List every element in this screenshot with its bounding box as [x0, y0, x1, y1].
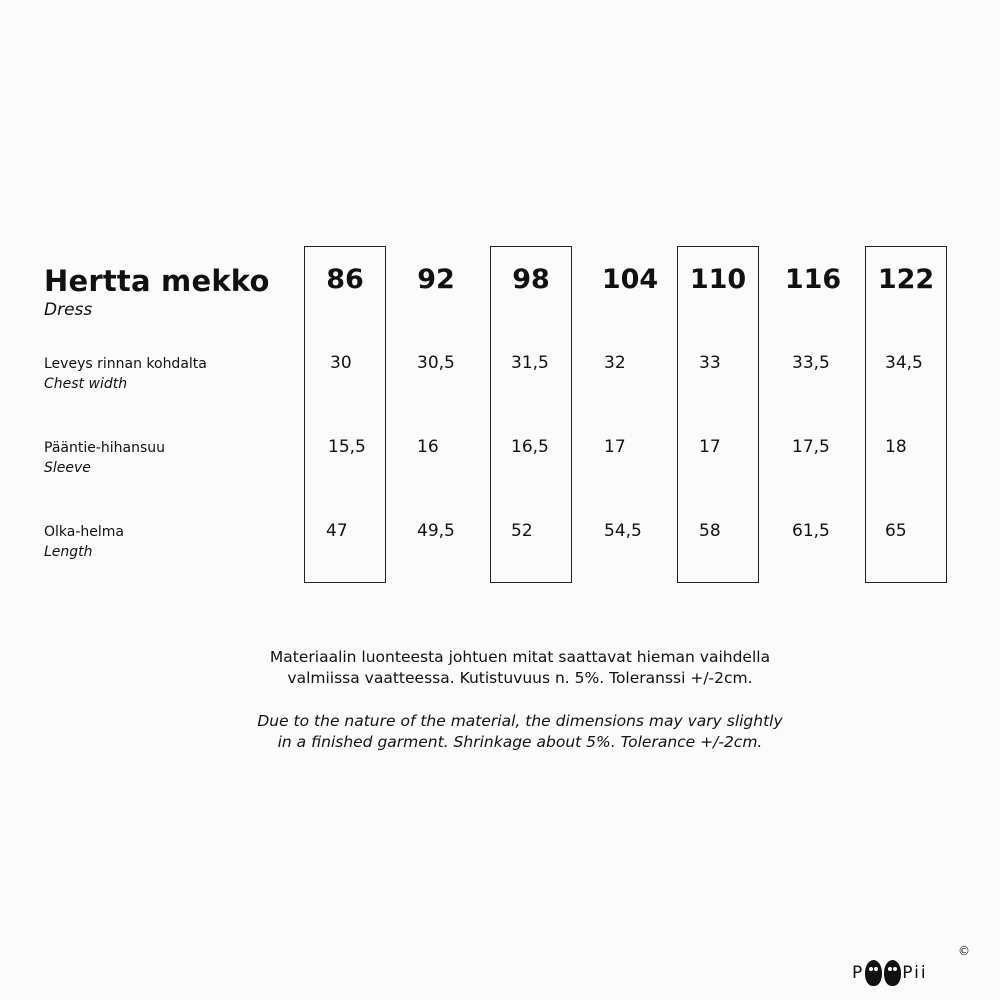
product-title: Hertta mekko — [44, 264, 270, 298]
copyright-symbol: © — [958, 944, 970, 958]
table-cell: 30,5 — [417, 353, 455, 373]
table-cell: 31,5 — [511, 353, 549, 373]
table-cell: 49,5 — [417, 521, 455, 541]
table-cell: 16,5 — [511, 437, 549, 457]
product-subtitle: Dress — [44, 300, 93, 320]
size-header: 122 — [877, 264, 935, 295]
row-label-chest — [44, 354, 207, 394]
table-cell: 17 — [604, 437, 626, 457]
table-cell: 30 — [330, 353, 352, 373]
note-finnish-line2: valmiissa vaatteessa. Kutistuvuus n. 5%. Toleranssi +/-2cm. — [287, 669, 753, 687]
size-header: 98 — [512, 264, 550, 295]
table-cell: 58 — [699, 521, 721, 541]
row-label-sleeve-fi: Pääntie-hihansuu — [44, 440, 166, 456]
note-english-line2: in a finished garment. Shrinkage about 5%. Tolerance +/-2cm. — [277, 733, 763, 751]
row-label-chest-fi: Leveys rinnan kohdalta — [44, 356, 207, 372]
table-cell: 61,5 — [792, 521, 830, 541]
table-cell: 18 — [885, 437, 907, 457]
table-cell: 33 — [699, 353, 721, 373]
note-finnish-line1: Materiaalin luonteesta johtuen mitat saattavat hieman vaihdella — [269, 648, 771, 666]
table-cell: 17 — [699, 437, 721, 457]
table-cell: 54,5 — [604, 521, 642, 541]
table-cell: 17,5 — [792, 437, 830, 457]
note-finnish — [200, 647, 840, 689]
brand-logo-p: P — [852, 963, 865, 983]
table-cell: 34,5 — [885, 353, 923, 373]
row-label-length — [44, 522, 124, 562]
table-cell: 32 — [604, 353, 626, 373]
row-label-chest-en: Chest width — [44, 376, 128, 392]
table-cell: 15,5 — [328, 437, 366, 457]
mascot-icon — [865, 960, 882, 986]
table-cell: 47 — [326, 521, 348, 541]
row-label-sleeve-en: Sleeve — [44, 460, 91, 476]
note-english-line1: Due to the nature of the material, the dimensions may vary slightly — [257, 712, 783, 730]
mascot-icon — [884, 960, 901, 986]
table-cell: 16 — [417, 437, 439, 457]
size-header: 116 — [784, 264, 842, 295]
row-label-length-en: Length — [44, 544, 93, 560]
row-label-length-fi: Olka-helma — [44, 524, 124, 540]
size-header: 86 — [326, 264, 364, 295]
table-cell: 52 — [511, 521, 533, 541]
size-header: 92 — [417, 264, 455, 295]
brand-logo — [852, 958, 928, 988]
size-header: 110 — [689, 264, 747, 295]
size-header: 104 — [601, 264, 659, 295]
note-english — [200, 711, 840, 753]
brand-logo-pii: Pii — [902, 963, 928, 983]
row-label-sleeve — [44, 438, 165, 478]
table-cell: 65 — [885, 521, 907, 541]
table-cell: 33,5 — [792, 353, 830, 373]
